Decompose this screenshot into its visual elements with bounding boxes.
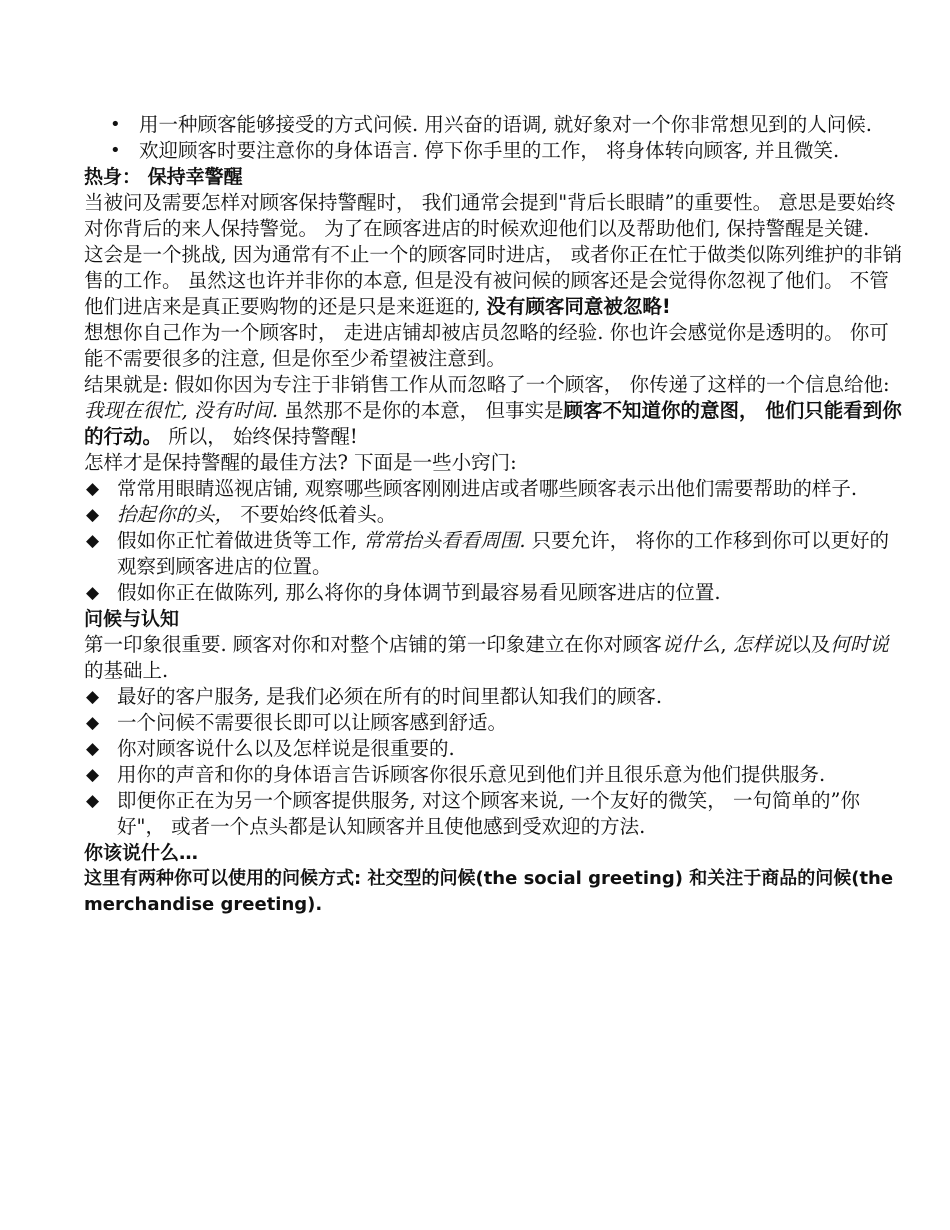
list-item [84,528,904,580]
bold-paragraph: 这里有两种你可以使用的问候方式: 社交型的问候(the social greeting) 和关注于商品的问候(the merchandise greeting). [84,868,894,915]
intro-bullet-list [84,112,904,164]
paragraph-text: 结果就是: 假如你因为专注于非销售工作从而忽略了一个顾客， 你传递了这样的一个信息给他: [84,373,890,396]
list-item: ◆ 用你的声音和你的身体语言告诉顾客你很乐意见到他们并且很乐意为他们提供服务. [84,762,904,788]
list-item: ◆ 常常用眼睛巡视店铺, 观察哪些顾客刚刚进店或者哪些顾客表示出他们需要帮助的样子. [84,476,904,502]
section-heading-greeting: 问候与认知 [84,608,180,630]
greeting-list [84,684,904,840]
list-item [84,502,904,528]
paragraph-text: 的基础上. [84,659,169,682]
paragraph-text: 所以， 始终保持警醒! [162,425,358,448]
italic-text: 怎样说 [732,633,792,656]
list-item: ◆ 你对顾客说什么以及怎样说是很重要的. [84,736,904,762]
list-item: ◆ 一个问候不需要很长即可以让顾客感到舒适。 [84,710,904,736]
tips-list [84,476,904,606]
list-item: ◆ 假如你正在做陈列, 那么将你的身体调节到最容易看见顾客进店的位置. [84,580,904,606]
section-heading-warmup: 热身： 保持幸警醒 [84,166,243,188]
list-item: • 用一种顾客能够接受的方式问候. 用兴奋的语调, 就好象对一个你非常想见到的人问候. [110,112,904,138]
emphasis-text: 没有顾客同意被忽略! [486,295,671,318]
paragraph [84,632,904,684]
document-page [84,112,904,918]
paragraph-text: 这会是一个挑战, 因为通常有不止一个的顾客同时进店， 或者你正在忙于做类似陈列维护的非销售的工作。 虽然这也许并非你的本意, 但是没有被问候的顾客还是会觉得你忽视了他们。 不管他们进店来是真正要购物的还是只是来逛逛的, [84,243,903,318]
paragraph: 想想你自己作为一个顾客时， 走进店铺却被店员忽略的经验. 你也许会感觉你是透明的。 你可能不需要很多的注意, 但是你至少希望被注意到。 [84,321,889,370]
paragraph [84,372,904,450]
list-item: ◆ 最好的客户服务, 是我们必须在所有的时间里都认知我们的顾客. [84,684,904,710]
paragraph-text: , [720,633,733,656]
paragraph-text: 第一印象很重要. 顾客对你和对整个店铺的第一印象建立在你对顾客 [84,633,662,656]
list-item: • 欢迎顾客时要注意你的身体语言. 停下你手里的工作， 将身体转向顾客, 并且微笑. [110,138,904,164]
italic-text: 我现在很忙, 没有时间. [84,399,279,422]
paragraph: 当被问及需要怎样对顾客保持警醒时， 我们通常会提到"背后长眼睛”的重要性。 意思是要始终对你背后的来人保持警觉。 为了在顾客进店的时候欢迎他们以及帮助他们, 保持警醒是关键. [84,191,896,240]
paragraph-text: 虽然那不是你的本意， 但事实是 [278,399,564,422]
list-item-text: 只要允许， 将你的工作移到你可以更好的观察到顾客进店的位置。 [117,529,890,578]
list-item: ◆ 即便你正在为另一个顾客提供服务, 对这个顾客来说, 一个友好的微笑， 一句简单的”你好"， 或者一个点头都是认知顾客并且使他感到受欢迎的方法. [84,788,904,840]
section-heading-what-to-say: 你该说什么… [84,842,199,864]
italic-text: 何时说 [830,633,889,656]
italic-text: 抬起你的头， [117,503,235,526]
italic-text: 说什么 [661,633,721,656]
list-item-text: 假如你正忙着做进货等工作, [117,529,364,552]
emphasis-text: 顾客不知道你的意图， 他们只能看到你的行动。 [84,399,902,448]
paragraph: 怎样才是保持警醒的最佳方法? 下面是一些小窍门: [84,451,517,474]
italic-text: 常常抬头看看周围. [363,529,526,552]
paragraph-text: 以及 [791,633,831,656]
paragraph [84,242,904,320]
list-item-text: 不要始终低着头。 [234,503,397,526]
